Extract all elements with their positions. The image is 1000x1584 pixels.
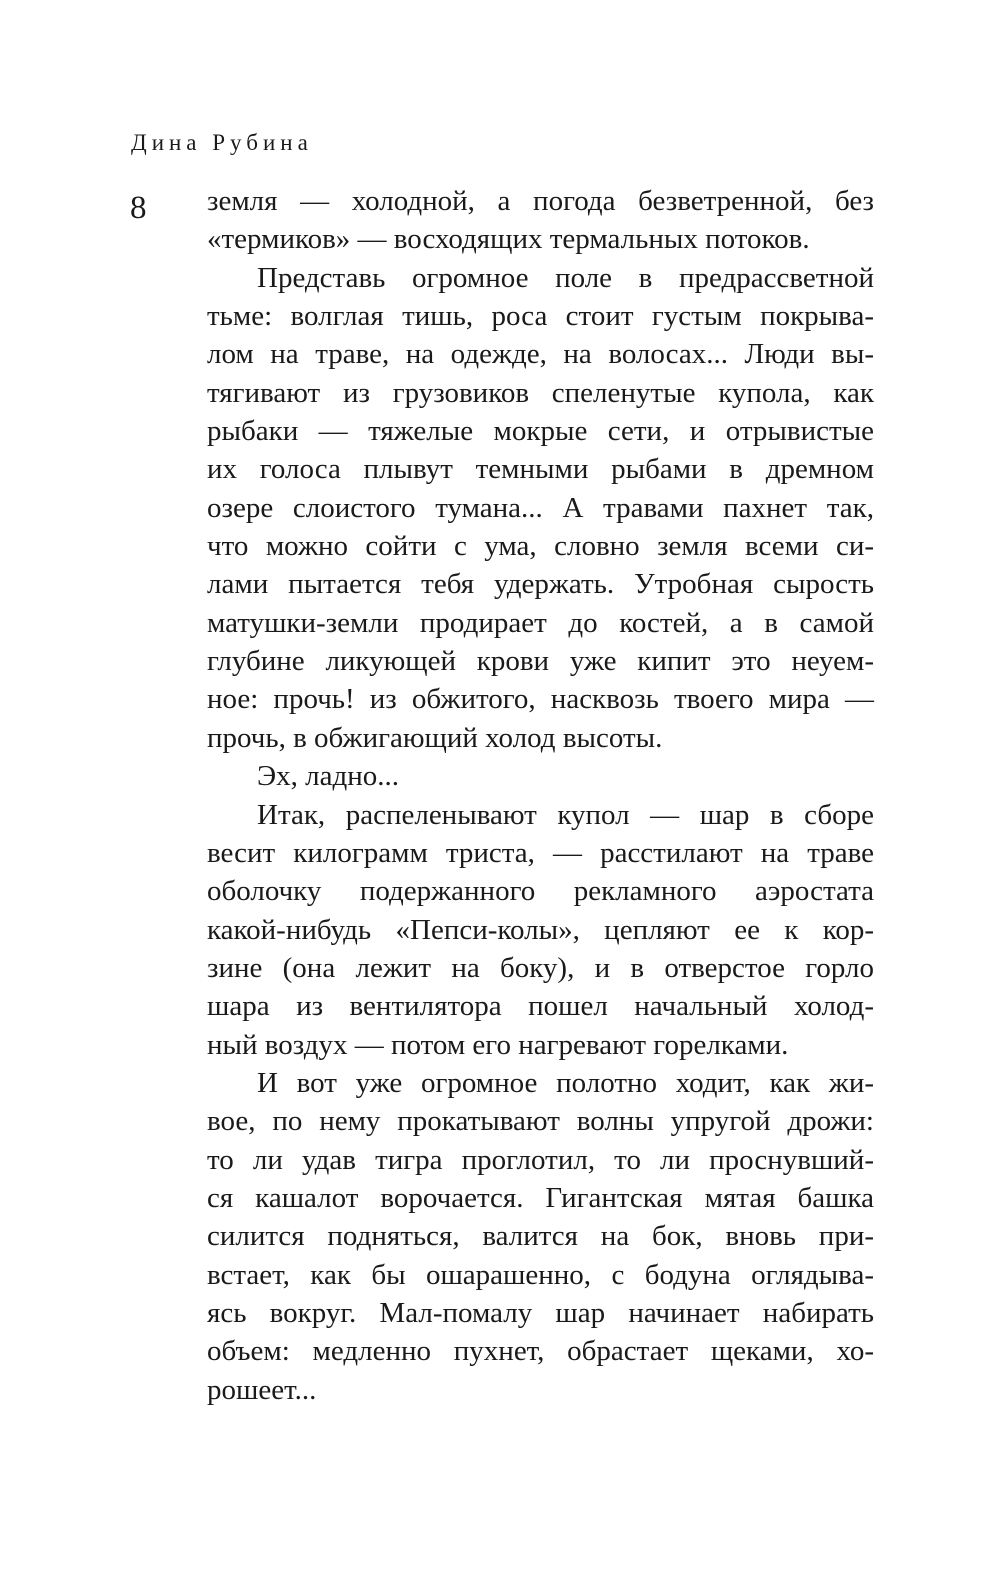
text-line: Эх, ладно... (257, 760, 400, 793)
text-line: объем: медленно пухнет, обрастает щеками, хо- (207, 1335, 874, 1368)
text-line: глубине ликующей крови уже кипит это неуем- (207, 645, 874, 678)
text-line: какой-нибудь «Пепси-колы», цепляют ее к кор- (207, 913, 874, 946)
text-line: Итак, распеленывают купол — шар в сборе (257, 798, 874, 831)
text-line: ный воздух — потом его нагревают горелками. (207, 1028, 789, 1061)
text-line: рыбаки — тяжелые мокрые сети, и отрывистые (207, 415, 874, 448)
text-line: что можно сойти с ума, словно земля всеми си- (207, 530, 874, 563)
text-line: зине (она лежит на боку), и в отверстое горло (207, 951, 874, 984)
text-line: весит килограмм триста, — расстилают на траве (207, 836, 874, 869)
text-line: шара из вентилятора пошел начальный холод- (207, 990, 874, 1023)
text-line: вое, по нему прокатывают волны упругой дрожи: (207, 1105, 874, 1138)
text-line: ся кашалот ворочается. Гигантская мятая башка (207, 1181, 874, 1214)
text-line: то ли удав тигра проглотил, то ли проснувший- (207, 1143, 874, 1176)
text-line: ное: прочь! из обжитого, насквозь твоего мира — (207, 683, 874, 716)
text-line: силится подняться, валится на бок, вновь при- (207, 1220, 874, 1253)
text-line: лом на траве, на одежде, на волосах... Люди вы- (207, 338, 874, 371)
text-line: тьме: волглая тишь, роса стоит густым покрыва- (207, 300, 874, 333)
text-line: оболочку подержанного рекламного аэростата (207, 875, 874, 908)
page-number: 8 (130, 190, 147, 226)
text-line: матушки-земли продирает до костей, а в самой (207, 606, 874, 639)
text-line: И вот уже огромное полотно ходит, как жи- (257, 1066, 874, 1099)
running-head-author: Дина Рубина (131, 130, 313, 155)
text-line: тягивают из грузовиков спеленутые купола, как (207, 376, 874, 409)
text-line: «термиков» — восходящих термальных потоков. (207, 223, 810, 256)
text-line: встает, как бы ошарашенно, с бодуна оглядыва- (207, 1258, 874, 1291)
text-line: Представь огромное поле в предрассветной (257, 261, 874, 294)
text-line: земля — холодной, а погода безветренной, без (207, 185, 874, 217)
body-text (207, 182, 874, 1409)
text-line: их голоса плывут темными рыбами в дремном (207, 453, 874, 486)
text-line: прочь, в обжигающий холод высоты. (207, 721, 663, 754)
text-line: ясь вокруг. Мал-помалу шар начинает набирать (207, 1296, 874, 1329)
text-line: озере слоистого тумана... А травами пахнет так, (207, 491, 874, 524)
text-line: рошеет... (207, 1373, 317, 1406)
text-line: лами пытается тебя удержать. Утробная сырость (207, 568, 874, 601)
